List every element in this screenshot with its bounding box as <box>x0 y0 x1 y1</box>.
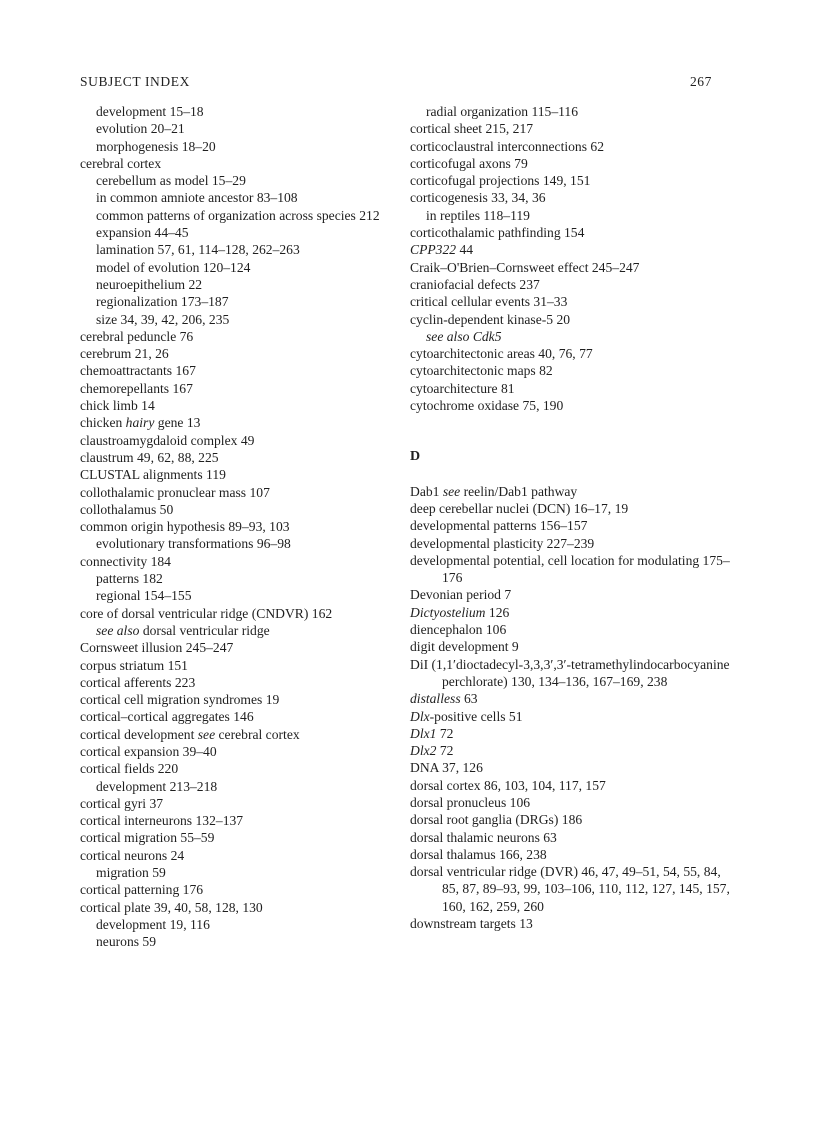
italic-term: Dlx2 <box>410 743 437 759</box>
index-entry: developmental patterns 156–157 <box>410 518 588 534</box>
italic-term: see <box>442 483 461 499</box>
index-entry: distalless 63 <box>410 691 478 707</box>
index-subentry: development 19, 116 <box>96 916 210 932</box>
index-entry: cytoarchitecture 81 <box>410 380 515 396</box>
index-entry: collothalamus 50 <box>80 501 174 517</box>
index-entry: developmental plasticity 227–239 <box>410 535 595 551</box>
index-entry: dorsal thalamus 166, 238 <box>410 846 547 862</box>
index-column-right <box>410 103 730 932</box>
italic-term: see <box>197 726 216 742</box>
index-entry: cytochrome oxidase 75, 190 <box>410 398 564 414</box>
index-entry: cortical migration 55–59 <box>80 830 215 846</box>
index-subentry: see also dorsal ventricular ridge <box>96 622 270 638</box>
index-subentry: regional 154–155 <box>96 588 192 604</box>
italic-term: distalless <box>410 691 461 707</box>
index-subentry: evolutionary transformations 96–98 <box>96 536 291 552</box>
index-entry: cortical gyri 37 <box>80 795 164 811</box>
index-entry: cortical cell migration syndromes 19 <box>80 692 280 708</box>
index-subentry: in reptiles 118–119 <box>426 207 530 223</box>
index-entry: chick limb 14 <box>80 398 155 414</box>
index-entry: cortical–cortical aggregates 146 <box>80 709 254 725</box>
index-entry: dorsal cortex 86, 103, 104, 117, 157 <box>410 777 606 793</box>
italic-term: hairy <box>125 415 155 431</box>
index-subentry: in common amniote ancestor 83–108 <box>96 190 298 206</box>
index-subentry: evolution 20–21 <box>96 121 185 137</box>
index-entry: Dlx2 72 <box>410 743 454 759</box>
index-entry: common origin hypothesis 89–93, 103 <box>80 519 290 535</box>
index-entry: deep cerebellar nuclei (DCN) 16–17, 19 <box>410 500 629 516</box>
running-title: SUBJECT INDEX <box>80 74 190 89</box>
section-letter-heading: D <box>410 449 421 465</box>
index-entry: CLUSTAL alignments 119 <box>80 467 226 483</box>
index-entry: Dlx-positive cells 51 <box>410 708 523 724</box>
italic-term: Dlx <box>410 708 430 724</box>
index-subentry: expansion 44–45 <box>96 225 189 241</box>
index-subentry: migration 59 <box>96 865 166 881</box>
index-entry: dorsal thalamic neurons 63 <box>410 829 557 845</box>
index-entry: dorsal ventricular ridge (DVR) 46, 47, 49–51, 54, 55, 84, 85, 87, 89–93, 99, 103–106, 110, 112, 127, 145, 157, 160, 162, 259, 260 <box>410 864 730 914</box>
index-entry: cortical interneurons 132–137 <box>80 813 244 829</box>
index-entry: corticofugal projections 149, 151 <box>410 173 591 189</box>
index-entry: cortical fields 220 <box>80 761 179 777</box>
index-entry: developmental potential, cell location for modulating 175–176 <box>410 552 730 586</box>
index-entry: cyclin-dependent kinase-5 20 <box>410 311 571 327</box>
index-entry: cerebral peduncle 76 <box>80 328 194 344</box>
index-entry: Dlx1 72 <box>410 725 454 741</box>
index-entry: chicken hairy gene 13 <box>80 415 201 431</box>
index-entry: corticothalamic pathfinding 154 <box>410 225 585 241</box>
index-entry: cortical expansion 39–40 <box>80 743 217 759</box>
index-entry: digit development 9 <box>410 639 519 655</box>
index-entry: cortical neurons 24 <box>80 847 185 863</box>
index-entry: claustroamygdaloid complex 49 <box>80 432 255 448</box>
index-entry: Devonian period 7 <box>410 587 512 603</box>
index-subentry: morphogenesis 18–20 <box>96 138 216 154</box>
index-entry: cytoarchitectonic maps 82 <box>410 363 553 379</box>
italic-term: see also <box>96 622 140 638</box>
index-entry: downstream targets 13 <box>410 916 533 932</box>
index-entry: Dab1 see reelin/Dab1 pathway <box>410 483 578 499</box>
index-entry: cortical development see cerebral cortex <box>80 726 300 742</box>
running-header <box>80 74 712 94</box>
index-entry: Cornsweet illusion 245–247 <box>80 640 234 656</box>
index-subentry: lamination 57, 61, 114–128, 262–263 <box>96 242 300 258</box>
index-column-left <box>80 103 400 951</box>
index-entry: DNA 37, 126 <box>410 760 483 776</box>
index-subentry <box>426 328 730 345</box>
italic-term: CPP322 <box>410 242 457 258</box>
italic-term: Dictyostelium <box>410 604 486 620</box>
index-entry: cortical patterning 176 <box>80 882 204 898</box>
index-subentry: neurons 59 <box>96 934 157 950</box>
index-subentry: neuroepithelium 22 <box>96 276 203 292</box>
index-group-c-continued <box>410 103 730 414</box>
index-subentry: development 213–218 <box>96 778 218 794</box>
index-subentry: size 34, 39, 42, 206, 235 <box>96 311 230 327</box>
index-entry: critical cellular events 31–33 <box>410 294 568 310</box>
index-entry: diencephalon 106 <box>410 622 507 638</box>
index-subentry: development 15–18 <box>96 104 204 119</box>
index-group-d <box>410 483 730 933</box>
index-entry: chemorepellants 167 <box>80 380 193 396</box>
index-entry: DiI (1,1′dioctadecyl-3,3,3′,3′-tetramethylindocarbocyanine perchlorate) 130, 134–136, 167–169, 238 <box>410 656 730 689</box>
index-entry: CPP322 44 <box>410 242 474 258</box>
index-subentry: radial organization 115–116 <box>426 104 579 119</box>
index-entry: cortical afferents 223 <box>80 674 196 690</box>
index-entry: Dictyostelium 126 <box>410 604 510 620</box>
page-number: 267 <box>689 74 712 89</box>
index-entry: cytoarchitectonic areas 40, 76, 77 <box>410 346 593 362</box>
index-entry: corticogenesis 33, 34, 36 <box>410 190 546 206</box>
index-entry: core of dorsal ventricular ridge (CNDVR) 162 <box>80 605 333 621</box>
index-entry: cerebral cortex <box>80 155 162 171</box>
index-entry: cortical sheet 215, 217 <box>410 121 534 137</box>
index-entry: chemoattractants 167 <box>80 363 196 379</box>
index-entry: collothalamic pronuclear mass 107 <box>80 484 270 500</box>
index-subentry: common patterns of organization across species 212 <box>96 207 380 223</box>
index-entry: corticofugal axons 79 <box>410 155 528 171</box>
index-entry: Craik–O'Brien–Cornsweet effect 245–247 <box>410 259 640 275</box>
index-subentry: patterns 182 <box>96 571 163 587</box>
index-entry: dorsal pronucleus 106 <box>410 794 531 810</box>
italic-term: see also Cdk5 <box>426 328 502 344</box>
index-subentry: model of evolution 120–124 <box>96 259 251 275</box>
index-entry: cerebrum 21, 26 <box>80 346 169 362</box>
index-subentry: regionalization 173–187 <box>96 294 229 310</box>
index-entry: cortical plate 39, 40, 58, 128, 130 <box>80 899 263 915</box>
index-entry: corticoclaustral interconnections 62 <box>410 138 605 154</box>
italic-term: Dlx1 <box>410 725 437 741</box>
index-entry: corpus striatum 151 <box>80 657 188 673</box>
index-entry: claustrum 49, 62, 88, 225 <box>80 449 219 465</box>
index-entry: connectivity 184 <box>80 553 171 569</box>
index-entry: dorsal root ganglia (DRGs) 186 <box>410 812 583 828</box>
index-entry: craniofacial defects 237 <box>410 276 540 292</box>
index-subentry: cerebellum as model 15–29 <box>96 173 246 189</box>
